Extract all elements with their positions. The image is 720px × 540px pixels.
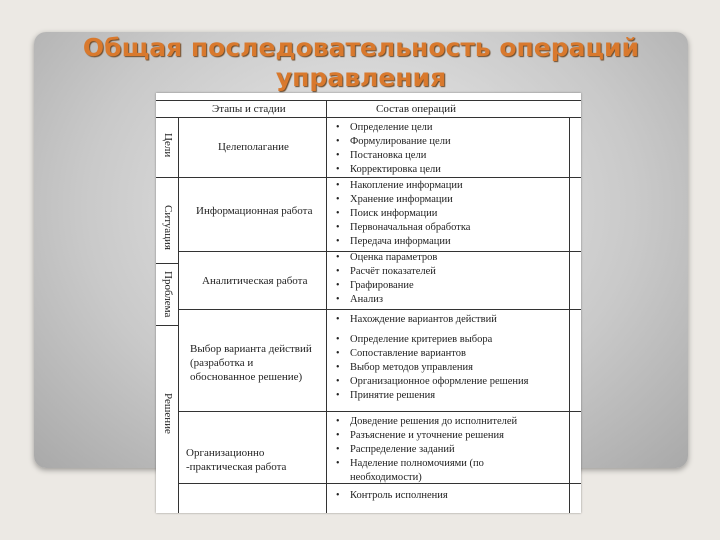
operation-text: Постановка цели xyxy=(350,150,427,161)
phase-label: Цели xyxy=(162,133,174,158)
bullet: • xyxy=(336,490,340,501)
stage-label: обоснованное решение) xyxy=(190,371,303,383)
operation-item xyxy=(336,121,433,135)
phase-divider xyxy=(156,177,178,178)
operation-text: Оценка параметров xyxy=(350,252,438,263)
operation-item xyxy=(336,251,437,265)
operation-text: Доведение решения до исполнителей xyxy=(350,416,518,427)
operation-text: Первоначальная обработка xyxy=(350,222,471,233)
row-divider xyxy=(178,177,581,178)
phase-divider xyxy=(156,325,178,326)
operation-item xyxy=(336,361,473,375)
operation-text: Анализ xyxy=(350,294,383,305)
phase-divider xyxy=(156,263,178,264)
table-header-rule xyxy=(156,117,581,118)
bullet: • xyxy=(336,444,340,455)
operation-text: Передача информации xyxy=(350,236,451,247)
bullet: • xyxy=(336,252,340,263)
operation-text: Принятие решения xyxy=(350,390,436,401)
bullet: • xyxy=(336,222,340,233)
operation-text: Сопоставление вариантов xyxy=(350,348,466,359)
operation-text: Определение критериев выбора xyxy=(350,334,493,345)
operation-item xyxy=(336,265,436,279)
stage-label: Аналитическая работа xyxy=(202,275,308,287)
bullet: • xyxy=(336,136,340,147)
operation-item xyxy=(336,179,463,193)
operation-item xyxy=(336,347,466,361)
operation-item xyxy=(336,163,441,177)
scanned-table xyxy=(156,93,581,513)
row-divider xyxy=(178,411,581,412)
bullet: • xyxy=(336,430,340,441)
operation-item xyxy=(336,235,451,249)
bullet: • xyxy=(336,334,340,345)
operation-text: Распределение заданий xyxy=(350,444,455,455)
bullet: • xyxy=(336,180,340,191)
slide-title: Общая последовательность операций управления xyxy=(82,33,640,92)
row-divider xyxy=(178,309,581,310)
operation-text: Поиск информации xyxy=(350,208,438,219)
bullet: • xyxy=(336,390,340,401)
operation-item xyxy=(336,221,470,235)
phase-label: Решение xyxy=(162,393,174,434)
operation-text: Хранение информации xyxy=(350,194,453,205)
table-top-rule xyxy=(156,100,581,101)
bullet: • xyxy=(336,416,340,427)
operation-item xyxy=(336,149,426,163)
operation-item xyxy=(336,333,492,347)
stages-header: Этапы и стадии xyxy=(212,103,286,115)
stage-label: Целеполагание xyxy=(218,141,289,153)
operation-text: Определение цели xyxy=(350,122,433,133)
operations-header: Состав операций xyxy=(376,103,457,115)
operation-text: Накопление информации xyxy=(350,180,463,191)
operation-item xyxy=(336,457,484,471)
bullet: • xyxy=(336,314,340,325)
operation-text: Нахождение вариантов действий xyxy=(350,314,497,325)
operation-item xyxy=(336,471,422,485)
bullet: • xyxy=(336,280,340,291)
stage-label: Информационная работа xyxy=(196,205,313,217)
bullet: • xyxy=(336,458,340,469)
bullet: • xyxy=(336,208,340,219)
bullet: • xyxy=(336,376,340,387)
operation-item xyxy=(336,429,504,443)
operation-text: необходимости) xyxy=(350,472,422,483)
operation-item xyxy=(336,293,383,307)
operation-item xyxy=(336,193,453,207)
operation-text: Расчёт показателей xyxy=(350,266,436,277)
operation-item xyxy=(336,443,455,457)
stage-label: Выбор варианта действий xyxy=(190,343,312,355)
operation-text: Графирование xyxy=(350,280,414,291)
operation-item xyxy=(336,375,528,389)
bullet: • xyxy=(336,194,340,205)
operation-text: Контроль исполнения xyxy=(350,490,448,501)
bullet: • xyxy=(336,122,340,133)
bullet: • xyxy=(336,164,340,175)
operation-text: Корректировка цели xyxy=(350,164,441,175)
operation-item xyxy=(336,489,448,503)
operation-item xyxy=(336,313,497,327)
bullet: • xyxy=(336,348,340,359)
operation-item xyxy=(336,389,435,403)
stage-label: -практическая работа xyxy=(186,461,287,473)
operation-text: Выбор методов управления xyxy=(350,362,473,373)
operation-item xyxy=(336,135,451,149)
bullet: • xyxy=(336,266,340,277)
bullet: • xyxy=(336,150,340,161)
operation-text: Разъяснение и уточнение решения xyxy=(350,430,504,441)
bullet: • xyxy=(336,236,340,247)
stage-label: Организационно xyxy=(186,447,265,459)
bullet: • xyxy=(336,294,340,305)
bullet: • xyxy=(336,362,340,373)
phase-label: Ситуация xyxy=(162,205,174,250)
operation-item xyxy=(336,415,517,429)
phase-label: Проблема xyxy=(162,271,174,318)
operation-text: Наделение полномочиями (по xyxy=(350,458,484,469)
operation-item xyxy=(336,279,414,293)
ops-column-rule xyxy=(326,100,327,513)
operation-item xyxy=(336,207,437,221)
stage-label: (разработка и xyxy=(190,357,254,369)
operation-text: Организационное оформление решения xyxy=(350,376,529,387)
operation-text: Формулирование цели xyxy=(350,136,451,147)
